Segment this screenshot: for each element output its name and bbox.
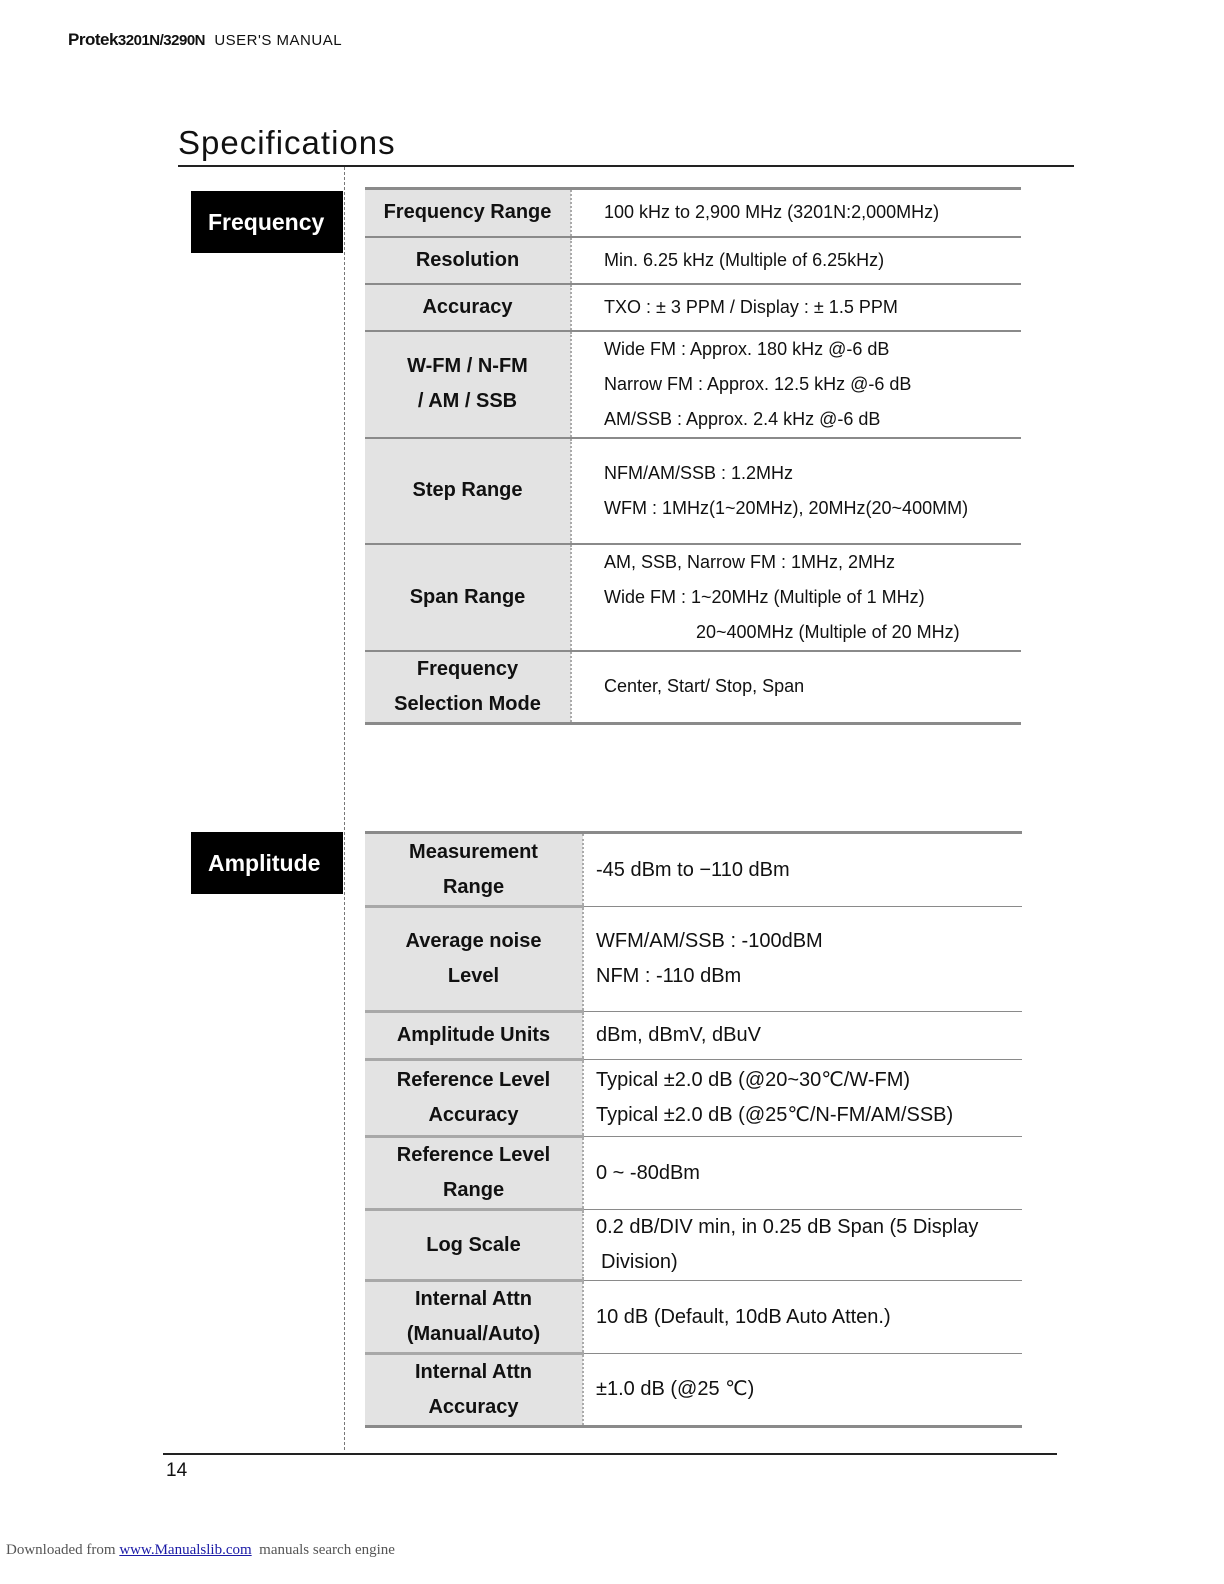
table-row xyxy=(365,907,1022,1012)
spec-value: 10 dB (Default, 10dB Auto Atten.) xyxy=(583,1281,1022,1354)
spec-key: Log Scale xyxy=(365,1210,583,1281)
spec-value: Typical ±2.0 dB (@20~30℃/W-FM) Typical ±2.0 dB (@25℃/N-FM/AM/SSB) xyxy=(583,1060,1022,1137)
table-row xyxy=(365,1137,1022,1210)
spec-key: Resolution xyxy=(365,237,571,284)
spec-value: Center, Start/ Stop, Span xyxy=(571,651,1021,724)
amplitude-spec-table xyxy=(365,831,1022,1428)
running-header xyxy=(68,30,342,50)
spec-value: -45 dBm to −110 dBm xyxy=(583,833,1022,907)
download-prefix: Downloaded from xyxy=(6,1542,116,1558)
table-row xyxy=(365,1012,1022,1060)
spec-key: Internal Attn (Manual/Auto) xyxy=(365,1281,583,1354)
table-row xyxy=(365,331,1021,438)
table-row xyxy=(365,237,1021,284)
download-suffix: manuals search engine xyxy=(259,1542,395,1558)
spec-value: ±1.0 dB (@25 ℃) xyxy=(583,1354,1022,1427)
amplitude-section-label: Amplitude xyxy=(191,832,343,894)
table-row xyxy=(365,1060,1022,1137)
table-row xyxy=(365,651,1021,724)
spec-value: WFM/AM/SSB : -100dBM NFM : -110 dBm xyxy=(583,907,1022,1012)
table-row xyxy=(365,544,1021,651)
spec-value: 0 ~ -80dBm xyxy=(583,1137,1022,1210)
spec-value: Min. 6.25 kHz (Multiple of 6.25kHz) xyxy=(571,237,1021,284)
spec-value: NFM/AM/SSB : 1.2MHz WFM : 1MHz(1~20MHz), 20MHz(20~400MM) xyxy=(571,438,1021,544)
spec-key: Measurement Range xyxy=(365,833,583,907)
page-title: Specifications xyxy=(178,124,396,161)
table-row xyxy=(365,284,1021,331)
table-row xyxy=(365,1281,1022,1354)
section-divider-line xyxy=(344,167,345,1450)
spec-value: TXO : ± 3 PPM / Display : ± 1.5 PPM xyxy=(571,284,1021,331)
table-row xyxy=(365,189,1021,237)
spec-value: AM, SSB, Narrow FM : 1MHz, 2MHz Wide FM : 1~20MHz (Multiple of 1 MHz) 20~400MHz (Multiple of 20 MHz) xyxy=(571,544,1021,651)
download-notice xyxy=(6,1542,395,1559)
spec-value: dBm, dBmV, dBuV xyxy=(583,1012,1022,1060)
table-row xyxy=(365,833,1022,907)
table-row xyxy=(365,1354,1022,1427)
spec-value: 100 kHz to 2,900 MHz (3201N:2,000MHz) xyxy=(571,189,1021,237)
spec-key: Step Range xyxy=(365,438,571,544)
brand-name: Protek xyxy=(68,30,118,49)
manualslib-link[interactable]: www.Manualslib.com xyxy=(119,1542,252,1558)
spec-key: Reference Level Range xyxy=(365,1137,583,1210)
model-number: 3201N/3290N xyxy=(117,32,205,49)
spec-key: W-FM / N-FM / AM / SSB xyxy=(365,331,571,438)
manual-label: USER'S MANUAL xyxy=(214,32,343,49)
footer-rule xyxy=(163,1453,1057,1455)
spec-key: Accuracy xyxy=(365,284,571,331)
table-row xyxy=(365,438,1021,544)
page-number: 14 xyxy=(166,1460,188,1481)
spec-value: 0.2 dB/DIV min, in 0.25 dB Span (5 Display Division) xyxy=(583,1210,1022,1281)
title-rule xyxy=(178,165,1074,167)
spec-key: Frequency Range xyxy=(365,189,571,237)
spec-value: Wide FM : Approx. 180 kHz @-6 dB Narrow FM : Approx. 12.5 kHz @-6 dB AM/SSB : Approx. 2.4 kHz @-6 dB xyxy=(571,331,1021,438)
frequency-section-label: Frequency xyxy=(191,191,343,253)
spec-key: Reference Level Accuracy xyxy=(365,1060,583,1137)
frequency-spec-table xyxy=(365,187,1021,725)
spec-key: Span Range xyxy=(365,544,571,651)
spec-key: Average noise Level xyxy=(365,907,583,1012)
spec-key: Frequency Selection Mode xyxy=(365,651,571,724)
spec-key: Internal Attn Accuracy xyxy=(365,1354,583,1427)
spec-key: Amplitude Units xyxy=(365,1012,583,1060)
table-row xyxy=(365,1210,1022,1281)
